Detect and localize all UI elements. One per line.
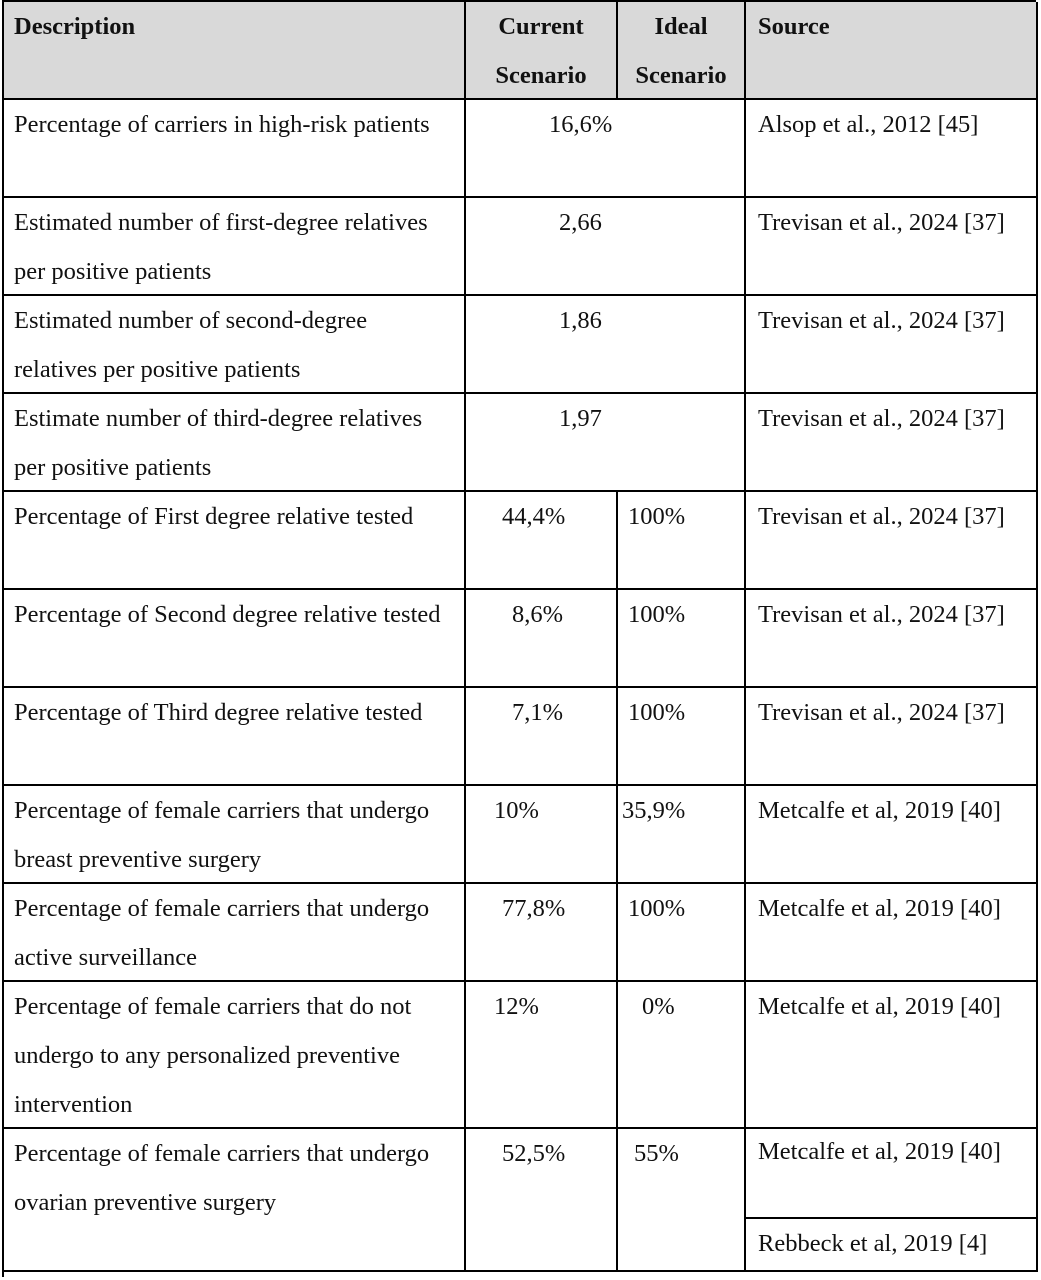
row-4-description: Estimate number of third-degree relatives per positive patients bbox=[4, 394, 466, 492]
row-8-description: Percentage of female carriers that undergo breast preventive surgery bbox=[4, 786, 466, 884]
row-9-current: 77,8% bbox=[466, 884, 618, 982]
row-1-description: Percentage of carriers in high-risk patients bbox=[4, 100, 466, 198]
row-11-source-extra: Rebbeck et al, 2019 [4] bbox=[746, 1219, 1038, 1272]
row-9-ideal: 100% bbox=[618, 884, 746, 982]
row-10-current: 12% bbox=[466, 982, 618, 1129]
header-current-line2: Scenario bbox=[495, 62, 587, 89]
row-5-ideal: 100% bbox=[618, 492, 746, 590]
row-6-ideal: 100% bbox=[618, 590, 746, 688]
row-9-source: Metcalfe et al, 2019 [40] bbox=[746, 884, 1038, 982]
header-description: Description bbox=[4, 2, 466, 100]
parameters-table bbox=[2, 0, 1036, 1277]
row-5-source: Trevisan et al., 2024 [37] bbox=[746, 492, 1038, 590]
row-10-description: Percentage of female carriers that do not undergo to any personalized preventive intervention bbox=[4, 982, 466, 1129]
row-3-description: Estimated number of second-degree relatives per positive patients bbox=[4, 296, 466, 394]
row-1-source: Alsop et al., 2012 [45] bbox=[746, 100, 1038, 198]
row-6-current: 8,6% bbox=[466, 590, 618, 688]
row-1-value: 16,6% bbox=[466, 100, 746, 198]
row-4-value: 1,97 bbox=[466, 394, 746, 492]
row-11-description: Percentage of female carriers that undergo ovarian preventive surgery bbox=[4, 1129, 466, 1272]
header-ideal-line1: Ideal bbox=[654, 13, 708, 40]
row-11-source: Metcalfe et al, 2019 [40] bbox=[746, 1129, 1038, 1219]
header-ideal-line2: Scenario bbox=[635, 62, 727, 89]
header-current-line1: Current bbox=[498, 13, 584, 40]
row-4-source: Trevisan et al., 2024 [37] bbox=[746, 394, 1038, 492]
header-ideal-scenario bbox=[618, 2, 746, 100]
row-7-ideal: 100% bbox=[618, 688, 746, 786]
row-6-source: Trevisan et al., 2024 [37] bbox=[746, 590, 1038, 688]
row-3-source: Trevisan et al., 2024 [37] bbox=[746, 296, 1038, 394]
header-current-scenario bbox=[466, 2, 618, 100]
row-7-source: Trevisan et al., 2024 [37] bbox=[746, 688, 1038, 786]
row-11-ideal: 55% bbox=[618, 1129, 746, 1272]
row-2-source: Trevisan et al., 2024 [37] bbox=[746, 198, 1038, 296]
row-6-description: Percentage of Second degree relative tested bbox=[4, 590, 466, 688]
header-source: Source bbox=[746, 2, 1038, 100]
row-8-current: 10% bbox=[466, 786, 618, 884]
row-8-ideal: 35,9% bbox=[618, 786, 746, 884]
row-5-description: Percentage of First degree relative tested bbox=[4, 492, 466, 590]
row-7-description: Percentage of Third degree relative tested bbox=[4, 688, 466, 786]
row-5-current: 44,4% bbox=[466, 492, 618, 590]
row-7-current: 7,1% bbox=[466, 688, 618, 786]
row-10-source: Metcalfe et al, 2019 [40] bbox=[746, 982, 1038, 1129]
row-11-current: 52,5% bbox=[466, 1129, 618, 1272]
row-2-description: Estimated number of first-degree relatives per positive patients bbox=[4, 198, 466, 296]
row-2-value: 2,66 bbox=[466, 198, 746, 296]
row-9-description: Percentage of female carriers that undergo active surveillance bbox=[4, 884, 466, 982]
row-10-ideal: 0% bbox=[618, 982, 746, 1129]
row-8-source: Metcalfe et al, 2019 [40] bbox=[746, 786, 1038, 884]
row-3-value: 1,86 bbox=[466, 296, 746, 394]
